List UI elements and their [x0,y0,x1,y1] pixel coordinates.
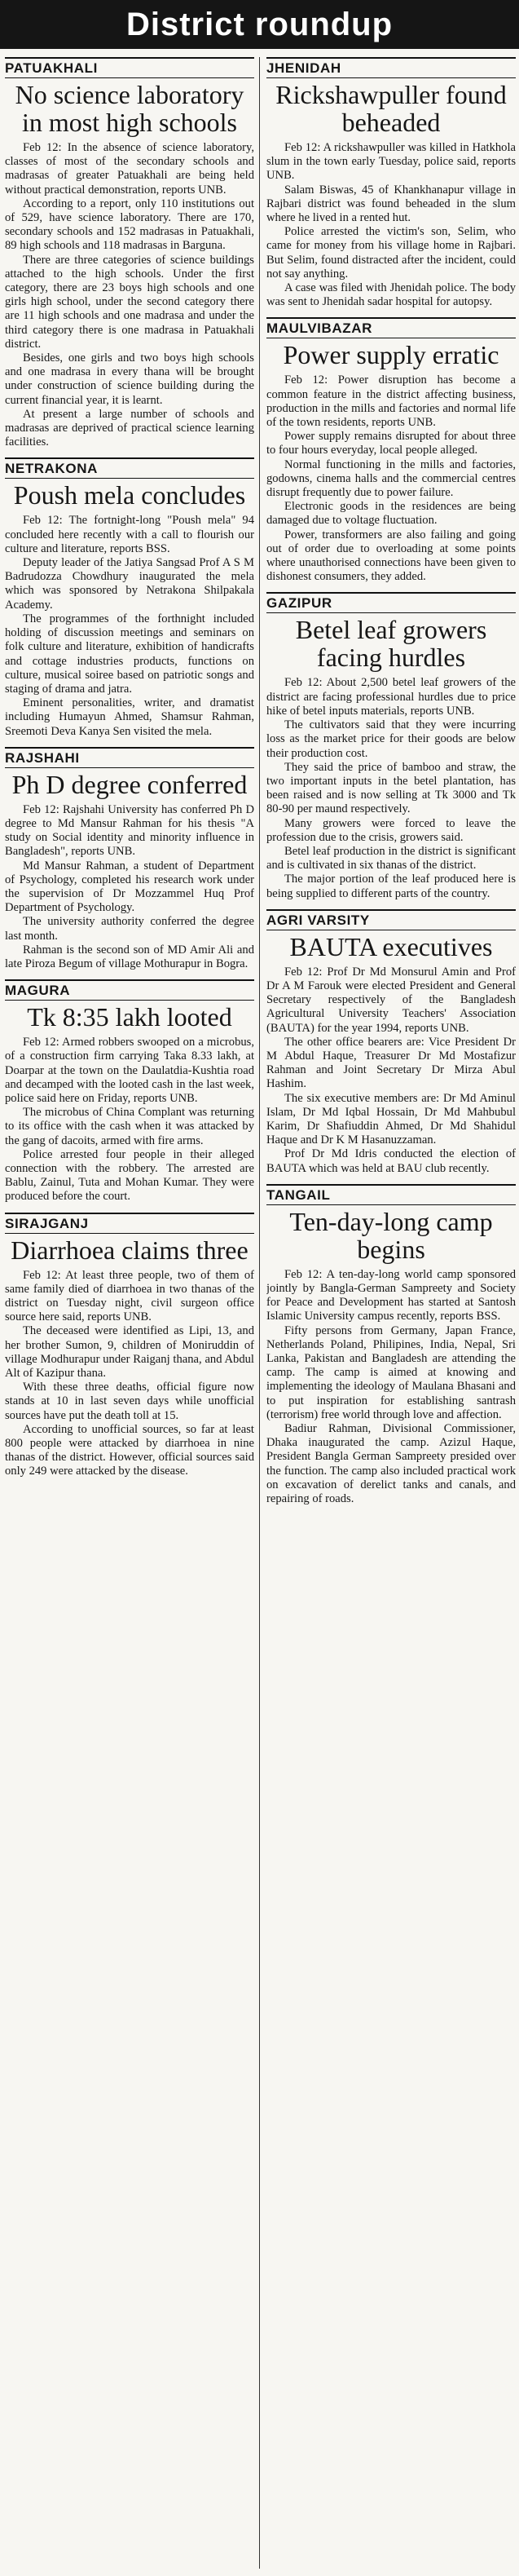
story-paragraph: Police arrested four people in their alleged connection with the robbery. The arrested are Bablu, Zainul, Tuta and Mohan Kumar. They were produced before the court. [5,1147,254,1204]
story-headline: Diarrhoea claims three [11,1235,249,1265]
story-paragraph: The cultivators said that they were incurring loss as the market price for their goods are below their production cost. [266,718,516,760]
story-paragraph: Feb 12: In the absence of science laboratory, classes of most of the secondary schools and madrasas of greater Patuakhali are being held without practical demonstration, reports UNB. [5,141,254,197]
story-paragraph: According to a report, only 110 institutions out of 529, have science laboratory. There are 170, secondary schools and 152 madrasas in Patuakhali, 89 high schools and 118 madrasas in Barguna. [5,197,254,253]
story-paragraph: They said the price of bamboo and straw, the two important inputs in the betel plantation, has been raised and is now selling at Tk 3000 and Tk 80-90 per maund respectively. [266,760,516,816]
story-paragraph: The major portion of the leaf produced here is being supplied to different parts of the country. [266,873,516,900]
story-body [5,803,254,971]
story-magura [5,979,254,1204]
column-divider [259,57,260,2569]
story-body [5,141,254,449]
story-netrakona [5,457,254,738]
story-paragraph: Power supply remains disrupted for about three to four hours everyday, local people alleged. [266,430,516,457]
story-paragraph: The six executive members are: Dr Md Aminul Islam, Dr Md Iqbal Hossain, Dr Md Mahbubul Karim, Dr Shafiuddin Ahmed, Dr Md Shahidul Haque and Dr K M Hasanuzzaman. [266,1091,516,1147]
story-headline: Power supply erratic [283,340,499,370]
story-paragraph: Feb 12: Prof Dr Md Monsurul Amin and Prof Dr A M Farouk were elected President and General Secretary respectively of the Bangladesh Agricultural University Teachers' Association (BAUTA) for the year 1994, reports UNB. [266,965,516,1035]
story-paragraph: Electronic goods in the residences are being damaged due to voltage fluctuation. [266,500,516,528]
story-slug: RAJSHAHI [5,747,254,768]
story-paragraph: Feb 12: Power disruption has become a common feature in the district affecting business, production in the mills and factories and normal life of the town residents, reports UNB. [266,373,516,430]
story-gazipur [266,592,516,900]
story-paragraph: Feb 12: A rickshawpuller was killed in Hatkhola slum in the town early Tuesday, police said, reports UNB. [266,141,516,183]
story-headline: Poush mela concludes [13,480,246,510]
story-sirajganj [5,1213,254,1479]
story-paragraph: The university authority conferred the degree last month. [5,915,254,943]
story-paragraph: Many growers were forced to leave the profession due to the crisis, growers said. [266,816,516,844]
story-headline: Betel leaf growers facing hurdles [295,615,487,673]
story-body [5,1269,254,1479]
story-body [5,1036,254,1204]
story-paragraph: With these three deaths, official figure now stands at 10 in last seven days while unofficial sources have put the death toll at 15. [5,1381,254,1422]
story-body [5,514,254,738]
story-paragraph: The programmes of the forthnight included holding of discussion meetings and seminars on folk culture and literature, exhibition of handicrafts and cottage industries products, functions on culture, musical soiree based on patriotic songs and staging of drama and jatra. [5,612,254,696]
story-paragraph: At present a large number of schools and madrasas are deprived of practical science learning facilities. [5,407,254,449]
story-slug: NETRAKONA [5,457,254,479]
story-paragraph: Rahman is the second son of MD Amir Ali and late Piroza Begum of village Mothurapur in Bogra. [5,943,254,970]
story-paragraph: Feb 12: Rajshahi University has conferred Ph D degree to Md Mansur Rahman for his thesis "A study on Social identity and minority influence in Bangladesh", reports UNB. [5,802,254,859]
story-paragraph: Md Mansur Rahman, a student of Department of Psychology, completed his research work under the supervision of Dr Mozzammel Huq Prof Department of Psychology. [5,859,254,915]
story-headline: BAUTA executives [289,931,493,961]
story-slug: GAZIPUR [266,592,516,613]
story-paragraph: Feb 12: About 2,500 betel leaf growers of the district are facing professional hurdles due to price hike of betel inputs materials, reports UNB. [266,676,516,718]
story-tangail [266,1184,516,1506]
story-body [266,141,516,309]
story-paragraph: Feb 12: Armed robbers swooped on a microbus, of a construction firm carrying Taka 8.33 lakh, at Doarpar at the town on the Daulatdia-Kushtia road and decamped with the looted cash in the last week, police said here on Friday, reports UNB. [5,1036,254,1105]
story-headline: No science laboratory in most high schools [15,80,244,137]
story-paragraph: Normal functioning in the mills and factories, godowns, cinema halls and the commercial centres disrupt frequently due to power failure. [266,457,516,500]
story-rajshahi [5,747,254,971]
story-paragraph: Besides, one girls and two boys high schools and one madrasa in every thana will be brought under construction of science building during the current financial year, it is learnt. [5,351,254,407]
story-headline: Tk 8:35 lakh looted [27,1002,232,1032]
story-maulvibazar [266,317,516,584]
story-body [266,965,516,1176]
story-slug: TANGAIL [266,1184,516,1205]
story-paragraph: Prof Dr Md Idris conducted the election of BAUTA which was held at BAU club recently. [266,1147,516,1175]
story-paragraph: The other office bearers are: Vice President Dr M Abdul Haque, Treasurer Dr Md Mostafizur Rahman and Joint Secretary Dr Mirza Abul Hashim. [266,1035,516,1091]
story-slug: SIRAJGANJ [5,1213,254,1234]
story-paragraph: Police arrested the victim's son, Selim, who came for money from his village home in Rajbari. But Selim, found distracted after the incident, could not say anything. [266,225,516,281]
left-column [5,57,254,2573]
story-body [266,676,516,900]
story-paragraph: Deputy leader of the Jatiya Sangsad Prof A S M Badrudozza Chowdhury inaugurated the mela which was sponsored by Netrakona Shilpakala Academy. [5,556,254,612]
story-agri-varsity [266,909,516,1176]
story-headline: Ten-day-long camp begins [289,1206,493,1264]
story-paragraph: The microbus of China Complant was returning to its office with the cash when it was attacked by the gang of dacoits, armed with fire arms. [5,1106,254,1147]
story-body [266,373,516,584]
story-paragraph: Salam Biswas, 45 of Khankhanapur village in Rajbari district was found beheaded in the slum where he lived in a rented hut. [266,183,516,225]
right-column [266,57,516,2573]
story-slug: AGRI VARSITY [266,909,516,930]
story-paragraph: Power, transformers are also failing and going out of order due to overloading at some points where unauthorised connections have been given to dishonest consumers, they added. [266,528,516,584]
story-paragraph: Betel leaf production in the district is significant and is cultivated in six thanas of the district. [266,844,516,873]
story-slug: MAULVIBAZAR [266,317,516,338]
story-slug: PATUAKHALI [5,57,254,78]
story-paragraph: Eminent personalities, writer, and dramatist including Humayun Ahmed, Shamsur Rahman, Sreemoti Deva Kanya Sen visited the mela. [5,696,254,738]
story-paragraph: Badiur Rahman, Divisional Commissioner, Dhaka inaugurated the camp. Azizul Haque, President Bangla German Sampreety presided over the function. The camp also included practical work on excavation of derelict tanks and canals, and repairing of roads. [266,1422,516,1506]
story-slug: JHENIDAH [266,57,516,78]
story-paragraph: There are three categories of science buildings attached to the high schools. Under the first category, there are 23 boys high schools and one girls high school, under the second category there are 11 high schools and one madrasa and under the third category there is one madrasa in Patuakhali district. [5,253,254,351]
story-jhenidah [266,57,516,309]
story-paragraph: A case was filed with Jhenidah police. The body was sent to Jhenidah sadar hospital for autopsy. [266,281,516,309]
story-paragraph: According to unofficial sources, so far at least 800 people were attacked by diarrhoea in nine thanas of the district. However, official sources said only 249 were attacked by the disease. [5,1422,254,1478]
story-patuakhali [5,57,254,449]
story-body [266,1268,516,1506]
story-paragraph: The deceased were identified as Lipi, 13, and her brother Sumon, 9, children of Moniruddin of village Modhurapur under Raiganj thana, and Abdul Alt of Kazipur thana. [5,1324,254,1381]
story-paragraph: Feb 12: A ten-day-long world camp sponsored jointly by Bangla-German Sampreety and Society for Peace and Development has started at Santosh Islamic University campus recently, reports BSS. [266,1267,516,1323]
story-paragraph: Feb 12: At least three people, two of them of same family died of diarrhoea in two thanas of the district on Tuesday night, civil surgeon office source here said, reports UNB. [5,1268,254,1324]
story-headline: Ph D degree conferred [11,769,248,799]
story-paragraph: Feb 12: The fortnight-long "Poush mela" 94 concluded here recently with a call to flourish our culture and literature, reports BSS. [5,514,254,555]
page-title: District roundup [125,6,394,42]
story-headline: Rickshawpuller found beheaded [275,80,507,137]
page-banner [0,0,519,49]
story-slug: MAGURA [5,979,254,1001]
story-paragraph: Fifty persons from Germany, Japan France, Netherlands Poland, Philipines, India, Nepal, Sri Lanka, Pakistan and Bangladesh are attending the camp. The camp is aimed at knowing and implementing the ideology of Maulana Bhasani and to put inspiration for establishing santrash (terrorism) free world through love and affection. [266,1323,516,1421]
